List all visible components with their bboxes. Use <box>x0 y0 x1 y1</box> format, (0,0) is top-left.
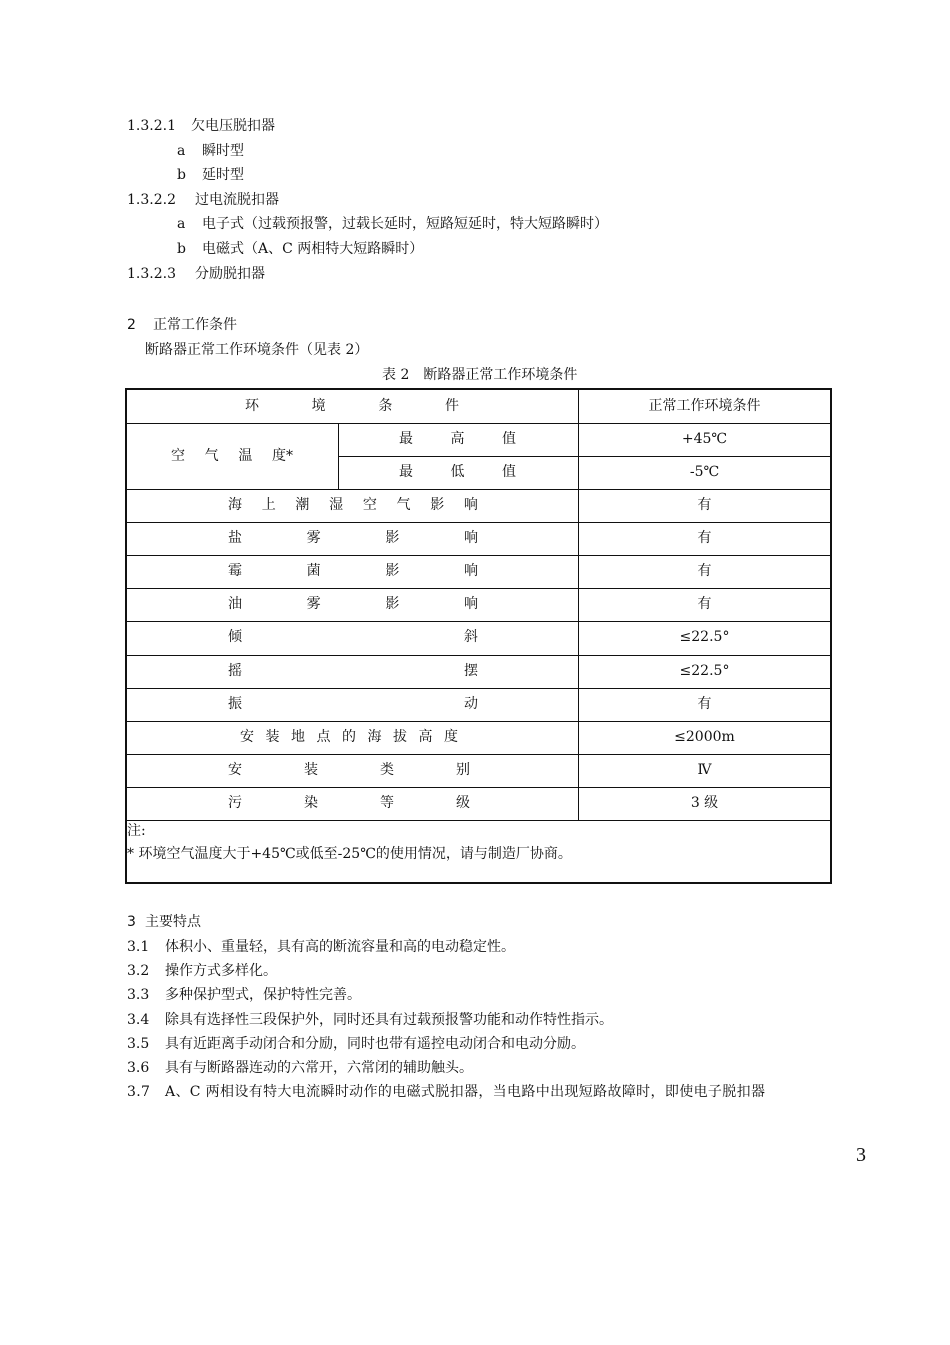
list-item: 3.5 具有近距离手动闭合和分励，同时也带有遥控电动闭合和电动分励。 <box>127 1036 585 1052</box>
row-label: 摇 摆 <box>228 663 478 679</box>
clause-number: 1.3.2.3 <box>127 266 176 282</box>
environment-table <box>125 388 832 884</box>
row-value: 有 <box>697 696 712 712</box>
list-item: 3.7 A、C 两相设有特大电流瞬时动作的电磁式脱扣器，当电路中出现短路故障时，即使电子脱扣器 <box>127 1084 766 1100</box>
list-item: b 延时型 <box>177 167 244 183</box>
section-3-heading: 3 主要特点 <box>127 914 201 930</box>
list-item: 3.4 除具有选择性三段保护外，同时还具有过载预报警功能和动作特性指示。 <box>127 1012 613 1028</box>
list-item: a 瞬时型 <box>177 143 244 159</box>
clause-1323 <box>127 265 265 283</box>
clause-number: 1.3.2.2 <box>127 192 176 208</box>
row-value: Ⅳ <box>697 762 712 778</box>
row-label: 盐 雾 影 响 <box>228 530 478 546</box>
clause-1322 <box>127 191 279 209</box>
header-condition: 环 境 条 件 <box>245 398 459 414</box>
row-value: ≤22.5° <box>679 663 730 679</box>
max-label: 最 高 值 <box>399 431 516 447</box>
row-value: 有 <box>697 497 712 513</box>
section-2-heading: 2 正常工作条件 <box>127 317 237 333</box>
row-label: 油 雾 影 响 <box>228 596 478 612</box>
row-label: 安 装 地 点 的 海 拔 高 度 <box>240 729 458 745</box>
clause-title: 分励脱扣器 <box>195 266 265 282</box>
list-item: a 电子式（过载预报警，过载长延时，短路短延时，特大短路瞬时） <box>177 216 608 232</box>
table-note-text: * 环境空气温度大于+45℃或低至-25℃的使用情况，请与制造厂协商。 <box>127 846 572 862</box>
clause-number: 1.3.2.1 <box>127 118 176 134</box>
section-2-intro: 断路器正常工作环境条件（见表 2） <box>145 342 369 358</box>
row-label: 污 染 等 级 <box>228 795 470 811</box>
list-item: 3.6 具有与断路器连动的六常开，六常闭的辅助触头。 <box>127 1060 473 1076</box>
row-value: ≤2000m <box>674 729 735 745</box>
row-label: 霉 菌 影 响 <box>228 563 478 579</box>
row-value: ≤22.5° <box>679 629 730 645</box>
clause-title: 欠电压脱扣器 <box>191 118 275 134</box>
page-number: 3 <box>856 1144 866 1166</box>
min-label: 最 低 值 <box>399 464 516 480</box>
clause-1321 <box>127 117 275 135</box>
row-value: 有 <box>697 530 712 546</box>
row-value: 3 级 <box>690 795 719 811</box>
list-item: b 电磁式（A、C 两相特大短路瞬时） <box>177 241 424 257</box>
row-label: 倾 斜 <box>228 629 478 645</box>
row-label: 安 装 类 别 <box>228 762 470 778</box>
air-temp-label: 空 气 温 度* <box>171 448 293 464</box>
min-value: -5℃ <box>689 464 720 480</box>
table-caption: 表 2 断路器正常工作环境条件 <box>382 367 578 383</box>
row-label: 振 动 <box>228 696 478 712</box>
header-value: 正常工作环境条件 <box>648 398 761 414</box>
list-item: 3.1 体积小、重量轻，具有高的断流容量和高的电动稳定性。 <box>127 939 515 955</box>
row-value: 有 <box>697 596 712 612</box>
table-note-title: 注: <box>127 823 146 839</box>
max-value: +45℃ <box>681 431 728 447</box>
list-item: 3.3 多种保护型式，保护特性完善。 <box>127 987 361 1003</box>
clause-title: 过电流脱扣器 <box>195 192 279 208</box>
row-value: 有 <box>697 563 712 579</box>
row-label: 海 上 潮 湿 空 气 影 响 <box>228 497 478 513</box>
list-item: 3.2 操作方式多样化。 <box>127 963 277 979</box>
